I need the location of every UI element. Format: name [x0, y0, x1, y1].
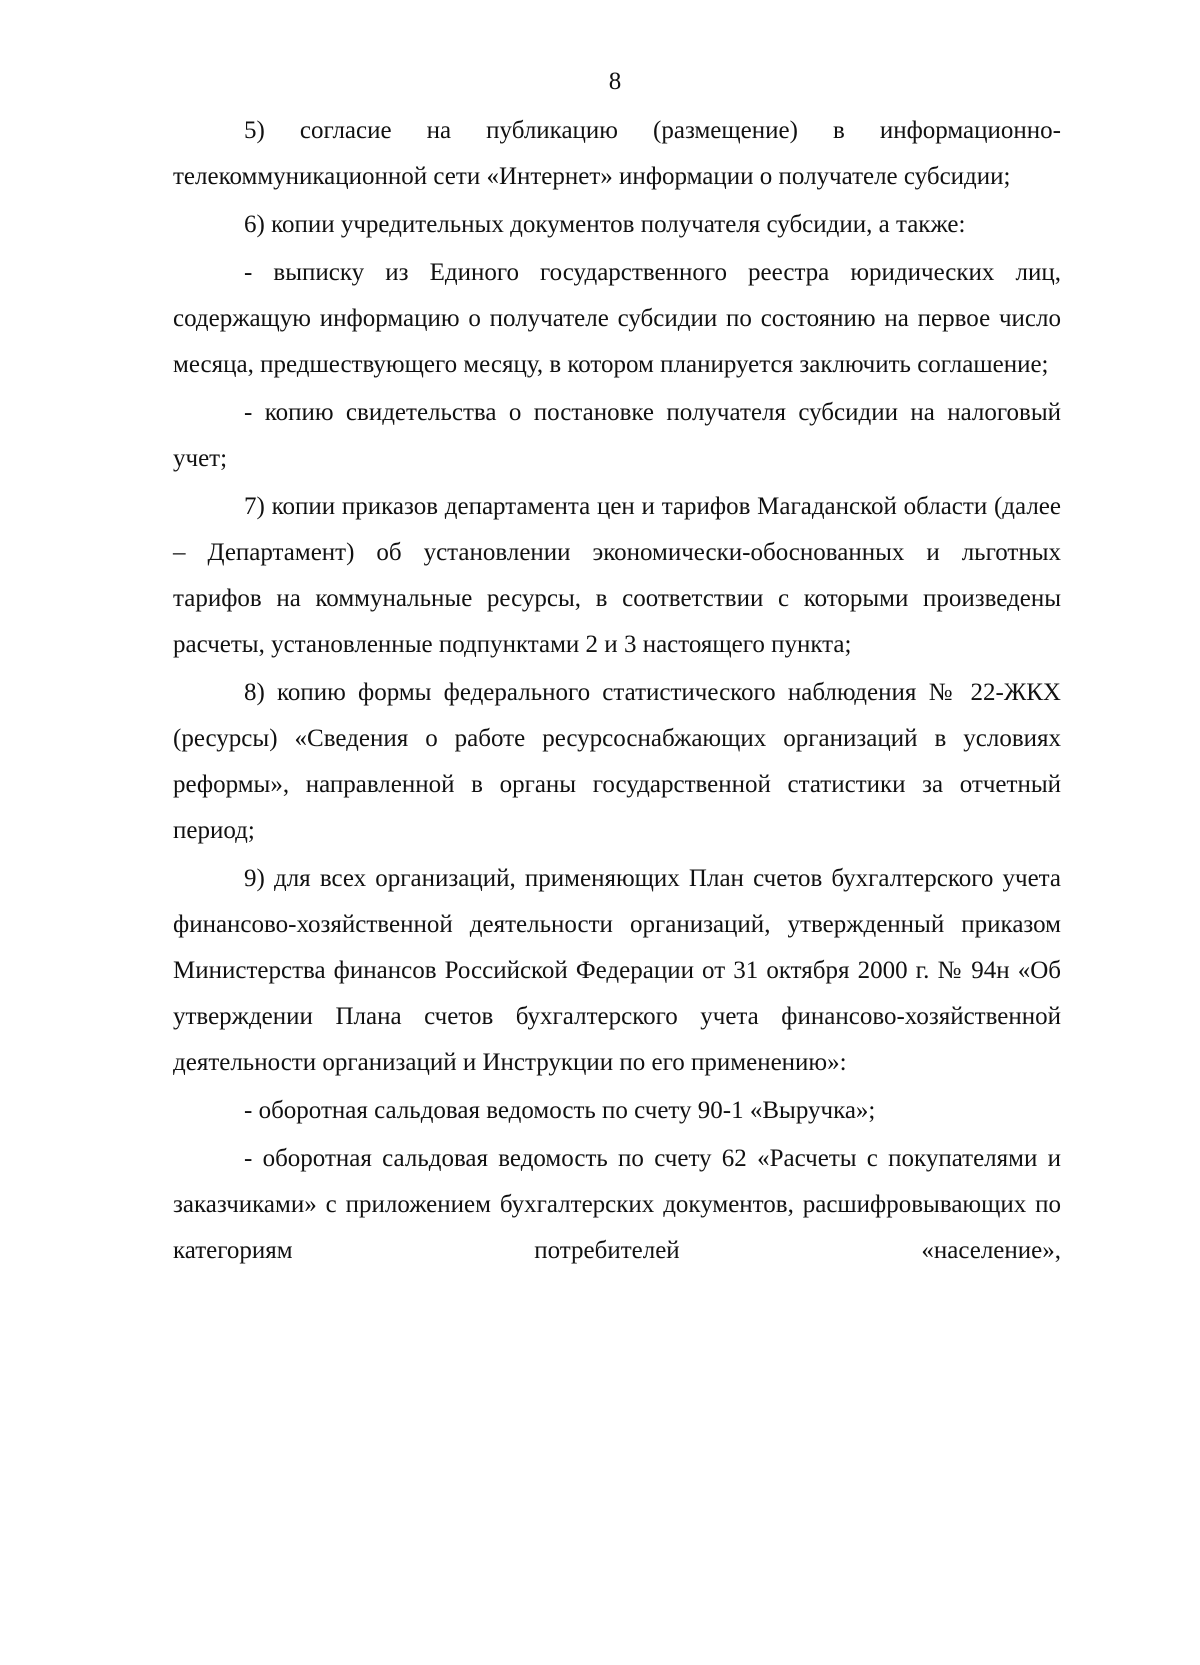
paragraph-item-9: 9) для всех организаций, применяющих План счетов бухгалтерского учета финансово-хозяйственной деятельности организаций, утвержденный приказом Министерства финансов Российской Федерации от 31 октября 2000 г. № 94н «Об утверждении Плана счетов бухгалтерского учета финансово-хозяйственной деятельности организаций и Инструкции по его применению»:	[173, 865, 1061, 1076]
paragraph-egrul-extract: - выписку из Единого государственного реестра юридических лиц, содержащую информацию о получателе субсидии по состоянию на первое число месяца, предшествующего месяцу, в котором планируется заключить соглашение;	[173, 259, 1061, 378]
paragraph-item-7: 7) копии приказов департамента цен и тарифов Магаданской области (далее – Департамент) об установлении экономически-обоснованных и льготных тарифов на коммунальные ресурсы, в соответствии с которыми произведены расчеты, установленные подпунктами 2 и 3 настоящего пункта;	[173, 493, 1061, 658]
paragraph-account-62: - оборотная сальдовая ведомость по счету 62 «Расчеты с покупателями и заказчиками» с приложением бухгалтерских документов, расшифровывающих по категориям потребителей «население»,	[173, 1145, 1061, 1264]
paragraph-item-6: 6) копии учредительных документов получателя субсидии, а также:	[244, 211, 966, 238]
document-body	[173, 108, 1061, 1276]
paragraph-item-8: 8) копию формы федерального статистического наблюдения № 22-ЖКХ (ресурсы) «Сведения о работе ресурсоснабжающих организаций в условиях реформы», направленной в органы государственной статистики за отчетный период;	[173, 679, 1061, 844]
paragraph-account-90-1: - оборотная сальдовая ведомость по счету 90-1 «Выручка»;	[244, 1097, 876, 1124]
page-number: 8	[608, 68, 622, 95]
paragraph-item-5: 5) согласие на публикацию (размещение) в информационно-телекоммуникационной сети «Интернет» информации о получателе субсидии;	[173, 117, 1061, 190]
paragraph-tax-certificate: - копию свидетельства о постановке получателя субсидии на налоговый учет;	[173, 399, 1061, 472]
